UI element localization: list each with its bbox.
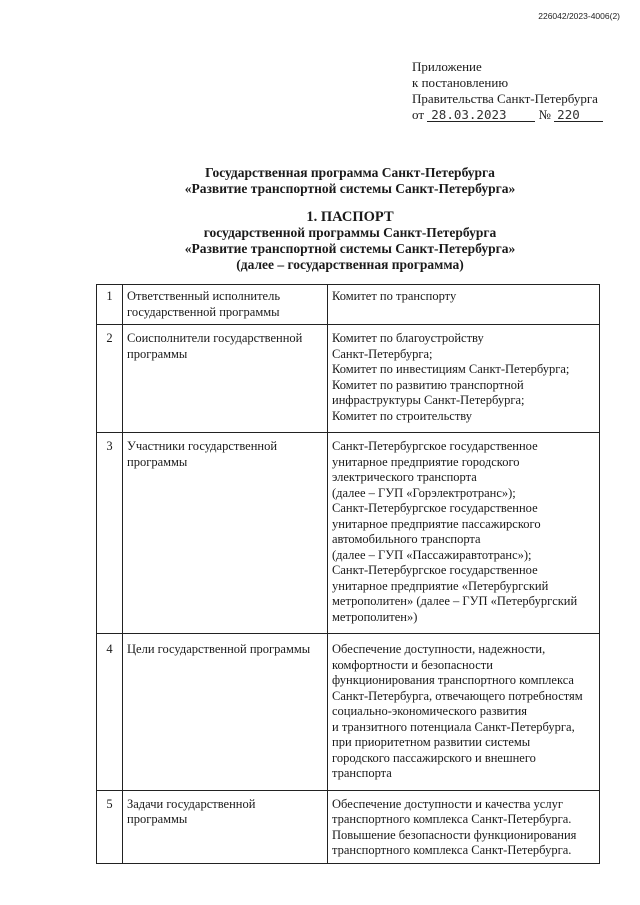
program-title bbox=[0, 165, 640, 197]
row-value-line: (далее – ГУП «Горэлектротранс»); bbox=[332, 485, 516, 500]
row-value-line: унитарное предприятие пассажирского bbox=[332, 516, 541, 531]
appendix-line-2: к постановлению bbox=[412, 75, 509, 90]
passport-table bbox=[96, 284, 600, 864]
row-value-line: социально-экономического развития bbox=[332, 704, 528, 718]
row-number: 2 bbox=[97, 325, 123, 433]
row-label-line: программы bbox=[127, 346, 188, 361]
number-label: № bbox=[538, 107, 551, 122]
row-label-line: Задачи государственной bbox=[127, 796, 256, 811]
row-value-line: Комитет по благоустройству bbox=[332, 331, 484, 345]
row-value-line: и транзитного потенциала Санкт-Петербурга, bbox=[332, 719, 575, 734]
row-label-line: Соисполнители государственной bbox=[127, 331, 303, 345]
row-label bbox=[123, 790, 328, 863]
passport-heading-block bbox=[0, 209, 640, 273]
row-label-line: государственной программы bbox=[127, 304, 280, 319]
row-value-line: унитарное предприятие городского bbox=[332, 454, 520, 469]
row-number: 3 bbox=[97, 433, 123, 634]
table-row bbox=[97, 634, 600, 791]
row-value-line: Обеспечение доступности, надежности, bbox=[332, 642, 546, 656]
row-value-line: транспорта bbox=[332, 766, 392, 780]
row-value bbox=[328, 433, 600, 634]
row-label-line: программы bbox=[127, 454, 188, 469]
row-label bbox=[123, 433, 328, 634]
row-value-line: электрического транспорта bbox=[332, 470, 477, 484]
row-value-line: функционирования транспортного комплекса bbox=[332, 673, 574, 687]
passport-line-2: «Развитие транспортной системы Санкт-Петербурга» bbox=[184, 241, 516, 256]
table-row bbox=[97, 433, 600, 634]
document-id: 226042/2023-4006(2) bbox=[538, 11, 620, 21]
row-value bbox=[328, 325, 600, 433]
row-value-line: Санкт-Петербургское государственное bbox=[332, 501, 538, 515]
table-row bbox=[97, 790, 600, 863]
row-value-line: Санкт-Петербургское государственное bbox=[332, 439, 538, 453]
row-value-line: Комитет по транспорту bbox=[332, 289, 457, 303]
row-label bbox=[123, 634, 328, 791]
row-value-line: комфортности и безопасности bbox=[332, 657, 493, 672]
row-value-line: (далее – ГУП «Пассажиравтотранс»); bbox=[332, 547, 532, 562]
row-label-line: Участники государственной bbox=[127, 439, 278, 453]
decree-date: 28.03.2023 bbox=[427, 108, 535, 122]
row-value-line: Санкт-Петербургское государственное bbox=[332, 563, 538, 577]
passport-heading: 1. ПАСПОРТ bbox=[306, 209, 394, 225]
appendix-line-1: Приложение bbox=[412, 59, 482, 74]
row-value-line: при приоритетном развитии системы bbox=[332, 735, 531, 749]
row-value-line: Обеспечение доступности и качества услуг bbox=[332, 796, 563, 811]
program-title-line-1: Государственная программа Санкт-Петербурга bbox=[205, 165, 495, 180]
row-label bbox=[123, 325, 328, 433]
row-label-line: Ответственный исполнитель bbox=[127, 289, 281, 303]
decree-number: 220 bbox=[554, 108, 603, 122]
row-value-line: метрополитен») bbox=[332, 609, 418, 624]
row-value-line: Санкт-Петербурга, отвечающего потребностям bbox=[332, 688, 583, 703]
row-value-line: инфраструктуры Санкт-Петербурга; bbox=[332, 393, 525, 407]
row-value-line: Комитет по инвестициям Санкт-Петербурга; bbox=[332, 362, 570, 376]
row-value-line: метрополитен» (далее – ГУП «Петербургский bbox=[332, 594, 578, 608]
row-value-line: унитарное предприятие «Петербургский bbox=[332, 578, 549, 593]
row-value-line: Комитет по развитию транспортной bbox=[332, 377, 524, 392]
appendix-block bbox=[412, 59, 603, 123]
appendix-line-3: Правительства Санкт-Петербурга bbox=[412, 91, 598, 106]
row-label-line: программы bbox=[127, 812, 188, 826]
row-value-line: транспортного комплекса Санкт-Петербурга. bbox=[332, 812, 572, 826]
row-value-line: автомобильного транспорта bbox=[332, 532, 481, 546]
passport-line-3: (далее – государственная программа) bbox=[236, 257, 464, 272]
from-label: от bbox=[412, 107, 425, 122]
row-value bbox=[328, 790, 600, 863]
row-value-line: городского пассажирского и внешнего bbox=[332, 750, 536, 765]
row-value-line: Повышение безопасности функционирования bbox=[332, 827, 577, 842]
row-value-line: транспортного комплекса Санкт-Петербурга. bbox=[332, 843, 572, 857]
row-label bbox=[123, 285, 328, 325]
row-value bbox=[328, 285, 600, 325]
row-number: 4 bbox=[97, 634, 123, 791]
row-label-line: Цели государственной программы bbox=[127, 642, 311, 656]
row-number: 5 bbox=[97, 790, 123, 863]
program-title-line-2: «Развитие транспортной системы Санкт-Петербурга» bbox=[184, 181, 516, 196]
row-value-line: Санкт-Петербурга; bbox=[332, 346, 433, 361]
row-value-line: Комитет по строительству bbox=[332, 408, 473, 423]
row-number: 1 bbox=[97, 285, 123, 325]
passport-line-1: государственной программы Санкт-Петербурга bbox=[203, 225, 497, 240]
table-row bbox=[97, 325, 600, 433]
appendix-date-line bbox=[412, 107, 603, 123]
table-row bbox=[97, 285, 600, 325]
row-value bbox=[328, 634, 600, 791]
